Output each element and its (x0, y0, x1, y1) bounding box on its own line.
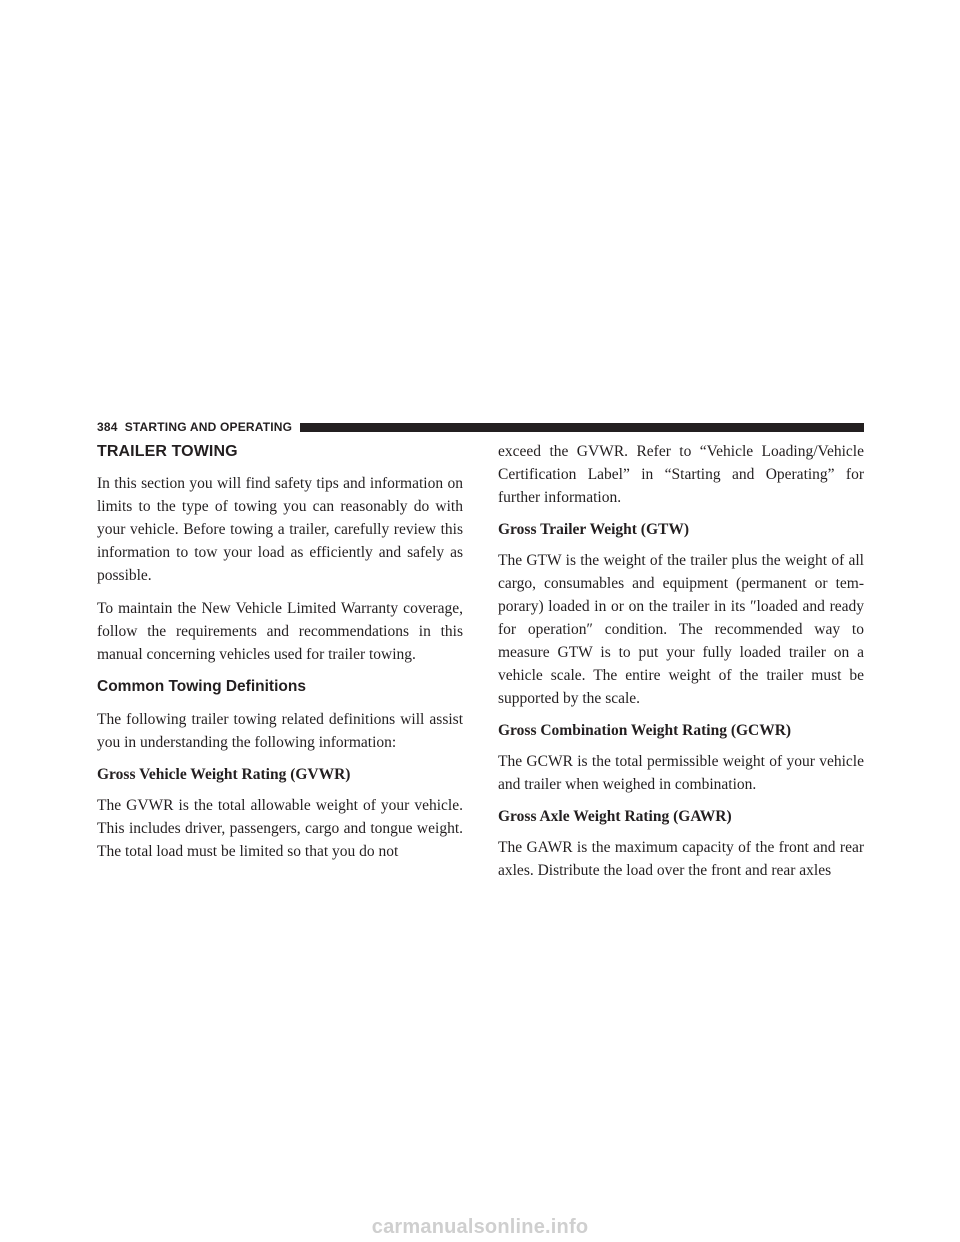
header-label (97, 420, 300, 434)
gawr-paragraph: The GAWR is the maximum capacity of the front and rear axles. Distribute the load over the front and rear axles (498, 839, 864, 879)
header-rule (300, 423, 864, 432)
page-number: 384 (97, 420, 118, 434)
heading-gcwr: Gross Combination Weight Rating (GCWR) (498, 722, 792, 739)
left-column (97, 440, 463, 873)
definitions-intro: The following trailer towing related definitions will assist you in understanding the following information: (97, 711, 463, 751)
subheading-common-towing-definitions: Common Towing Definitions (97, 678, 306, 695)
gcwr-paragraph: The GCWR is the total permissible weight of your vehicle and trailer when weighed in combination. (498, 753, 864, 793)
intro-paragraph-2: To maintain the New Vehicle Limited Warranty coverage, follow the requirements and recommendations in this manual concerning vehicles used for trailer towing. (97, 600, 463, 663)
gvwr-paragraph: The GVWR is the total allowable weight of your vehicle. This includes driver, passengers, cargo and tongue weight. The total load must be limited so that you do not (97, 797, 463, 860)
heading-gvwr: Gross Vehicle Weight Rating (GVWR) (97, 766, 351, 783)
intro-paragraph-1: In this section you will find safety tips and information on limits to the type of towing you can reasonably do with your vehicle. Before towing a trailer, carefully review this information to tow your load as efficiently and safely as possible. (97, 475, 463, 584)
gtw-paragraph: The GTW is the weight of the trailer plus the weight of all cargo, consumables and equipment (permanent or tem-porary) loaded in or on the trailer in its ″loaded and ready for operation″ condition. The recommended way to measure GTW is to put your fully loaded trailer on a vehicle scale. The entire weight of the trailer must be supported by the scale. (498, 552, 864, 707)
right-column (498, 440, 864, 892)
watermark: carmanualsonline.info (371, 1216, 589, 1238)
heading-gtw: Gross Trailer Weight (GTW) (498, 521, 690, 538)
section-title-trailer-towing: TRAILER TOWING (97, 443, 238, 460)
section-title: STARTING AND OPERATING (124, 420, 293, 434)
page-header (97, 419, 864, 435)
heading-gawr: Gross Axle Weight Rating (GAWR) (498, 808, 732, 825)
gvwr-paragraph-continued: exceed the GVWR. Refer to “Vehicle Loading/Vehicle Certification Label” in “Starting and Operating” for further information. (498, 443, 864, 506)
